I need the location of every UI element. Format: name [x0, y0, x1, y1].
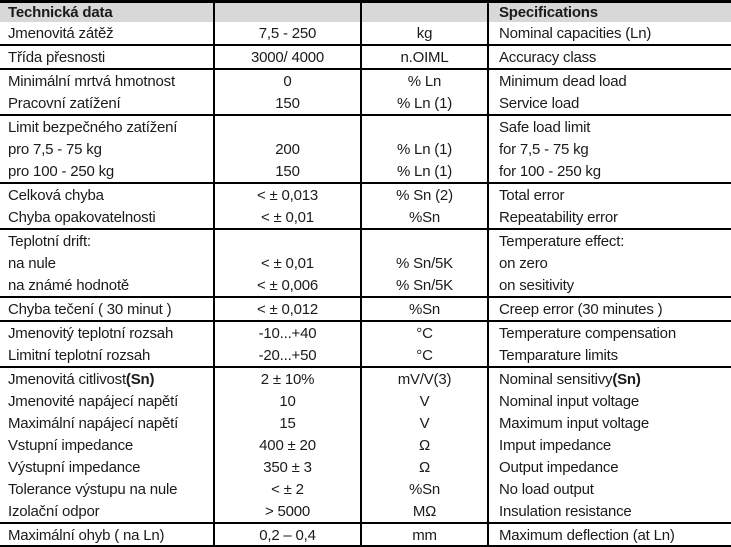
value-cell-text: < ± 0,012: [256, 300, 319, 318]
value-cell: [213, 46, 360, 68]
english-label-cell: [487, 434, 731, 456]
english-label-cell-text: Maximum deflection (at Ln): [499, 526, 675, 544]
czech-label-cell: [0, 524, 213, 546]
czech-label-cell-text: Limit bezpečného zatížení: [8, 118, 178, 136]
english-label-cell: [487, 230, 731, 252]
value-cell: [213, 412, 360, 434]
unit-cell-text: °C: [416, 324, 433, 342]
english-label-cell-text: Insulation resistance: [499, 502, 632, 520]
table-row: [0, 368, 731, 390]
czech-label-cell-text: na známé hodnotě: [8, 276, 130, 294]
czech-label-cell: [0, 46, 213, 68]
czech-label-cell: [0, 500, 213, 522]
value-cell: [213, 390, 360, 412]
value-cell-text: 10: [279, 392, 296, 410]
value-cell-text: < ± 0,01: [261, 254, 314, 272]
value-cell-text: -10...+40: [258, 324, 317, 342]
unit-cell-text: % Ln (1): [396, 140, 453, 158]
czech-label-cell-text: Chyba tečení ( 30 minut ): [8, 300, 172, 318]
value-cell: [213, 434, 360, 456]
czech-label-cell: [0, 412, 213, 434]
table-row: [0, 230, 731, 252]
unit-cell-text: MΩ: [412, 502, 437, 520]
czech-label-cell-text: pro 7,5 - 75 kg: [8, 140, 102, 158]
table-row: [0, 116, 731, 138]
english-label-cell-text: Temparature limits: [499, 346, 618, 364]
table-row: [0, 70, 731, 92]
table-row: [0, 434, 731, 456]
unit-cell: [360, 160, 487, 182]
english-label-cell-text: Output impedance: [499, 458, 619, 476]
unit-cell-text: % Sn/5K: [396, 254, 453, 272]
czech-label-cell: [0, 138, 213, 160]
czech-label-cell: [0, 434, 213, 456]
unit-cell: [360, 274, 487, 296]
value-cell: [213, 92, 360, 114]
english-label-cell: [487, 70, 731, 92]
czech-label-cell: [0, 160, 213, 182]
unit-cell: [360, 116, 487, 138]
unit-cell: [360, 206, 487, 228]
czech-label-cell-text: Minimální mrtvá hmotnost: [8, 72, 175, 90]
value-cell-text: < ± 0,006: [256, 276, 319, 294]
unit-cell-text: %Sn: [408, 480, 441, 498]
english-label-cell: [487, 390, 731, 412]
english-label-cell-text: Temperature effect:: [499, 232, 625, 250]
unit-cell-text: °C: [416, 346, 433, 364]
english-label-cell: [487, 252, 731, 274]
czech-label-cell-text: Jmenovitá zátěž: [8, 24, 114, 42]
value-cell-text: < ± 2: [271, 480, 304, 498]
czech-label-cell: [0, 70, 213, 92]
english-label-cell: [487, 92, 731, 114]
table-row: [0, 456, 731, 478]
value-cell-text: 3000/ 4000: [250, 48, 325, 66]
table-row: [0, 344, 731, 366]
header-english-title: Specifications: [487, 3, 731, 22]
czech-label-cell-text: Limitní teplotní rozsah: [8, 346, 151, 364]
english-label-cell-text: Nominal input voltage: [499, 392, 640, 410]
unit-cell: [360, 322, 487, 344]
table-row: [0, 46, 731, 68]
unit-cell-text: mm: [412, 526, 437, 544]
value-cell-text: 0: [283, 72, 292, 90]
header-value-cell: [213, 3, 360, 22]
value-cell-text: 400 ± 20: [259, 436, 316, 454]
header-czech-title: Technická data: [8, 4, 113, 21]
czech-label-cell: [0, 298, 213, 320]
unit-cell: [360, 368, 487, 390]
english-label-cell-text: Creep error (30 minutes ): [499, 300, 663, 318]
czech-label-cell-text: Výstupní impedance: [8, 458, 141, 476]
czech-label-cell-text: Maximální napájecí napětí: [8, 414, 179, 432]
english-label-cell: [487, 184, 731, 206]
unit-cell-text: kg: [416, 24, 433, 42]
table-row: [0, 160, 731, 182]
czech-label-cell: [0, 456, 213, 478]
unit-cell: [360, 230, 487, 252]
unit-cell: [360, 252, 487, 274]
table-header-row: [0, 3, 731, 22]
table-row: [0, 322, 731, 344]
czech-label-cell: [0, 230, 213, 252]
value-cell: [213, 322, 360, 344]
value-cell: [213, 456, 360, 478]
value-cell-text: -20...+50: [258, 346, 317, 364]
english-label-cell-text: Accuracy class: [499, 48, 597, 66]
czech-label-cell-bold-text: (Sn): [125, 370, 155, 388]
czech-label-cell-text: Teplotní drift:: [8, 232, 91, 250]
table-row: [0, 252, 731, 274]
czech-label-cell-text: Celková chyba: [8, 186, 104, 204]
english-label-cell: [487, 524, 731, 546]
table-row: [0, 22, 731, 44]
english-label-cell-text: Minimum dead load: [499, 72, 627, 90]
table-group: [0, 116, 731, 184]
value-cell: [213, 368, 360, 390]
value-cell: [213, 230, 360, 252]
english-label-cell-text: Service load: [499, 94, 580, 112]
czech-label-cell-text: Jmenovité napájecí napětí: [8, 392, 179, 410]
value-cell: [213, 160, 360, 182]
english-label-cell: [487, 138, 731, 160]
english-label-cell: [487, 500, 731, 522]
english-label-cell: [487, 478, 731, 500]
czech-label-cell: [0, 206, 213, 228]
header-unit-cell: [360, 3, 487, 22]
value-cell: [213, 344, 360, 366]
unit-cell-text: % Ln (1): [396, 162, 453, 180]
table-group: [0, 22, 731, 46]
czech-label-cell: [0, 92, 213, 114]
czech-label-cell: [0, 390, 213, 412]
english-label-cell: [487, 22, 731, 44]
czech-label-cell-text: Vstupní impedance: [8, 436, 134, 454]
value-cell: [213, 206, 360, 228]
unit-cell: [360, 478, 487, 500]
czech-label-cell: [0, 184, 213, 206]
czech-label-cell-text: Jmenovitá citlivost: [8, 370, 126, 388]
english-label-cell-text: on zero: [499, 254, 548, 272]
value-cell: [213, 500, 360, 522]
table-group: [0, 230, 731, 298]
value-cell-text: 200: [275, 140, 300, 158]
czech-label-cell-text: Izolační odpor: [8, 502, 100, 520]
czech-label-cell-text: na nule: [8, 254, 56, 272]
unit-cell: [360, 138, 487, 160]
table-row: [0, 138, 731, 160]
unit-cell: [360, 46, 487, 68]
unit-cell: [360, 500, 487, 522]
czech-label-cell-text: pro 100 - 250 kg: [8, 162, 115, 180]
unit-cell-text: %Sn: [408, 208, 441, 226]
value-cell: [213, 274, 360, 296]
unit-cell-text: Ω: [418, 458, 430, 476]
english-label-cell: [487, 274, 731, 296]
unit-cell-text: % Sn (2): [396, 186, 453, 204]
value-cell: [213, 478, 360, 500]
table-group: [0, 298, 731, 322]
unit-cell: [360, 70, 487, 92]
unit-cell-text: mV/V(3): [397, 370, 452, 388]
unit-cell: [360, 344, 487, 366]
unit-cell-text: % Ln: [407, 72, 442, 90]
value-cell-text: 0,2 – 0,4: [259, 526, 316, 544]
table-row: [0, 184, 731, 206]
unit-cell: [360, 412, 487, 434]
table-row: [0, 478, 731, 500]
english-label-cell: [487, 412, 731, 434]
unit-cell: [360, 434, 487, 456]
table-row: [0, 274, 731, 296]
table-group: [0, 368, 731, 524]
unit-cell: [360, 92, 487, 114]
value-cell-text: > 5000: [264, 502, 311, 520]
unit-cell-text: n.OIML: [400, 48, 449, 66]
value-cell-text: 2 ± 10%: [260, 370, 315, 388]
czech-label-cell-text: Třída přesnosti: [8, 48, 106, 66]
unit-cell: [360, 184, 487, 206]
czech-label-cell: [0, 368, 213, 390]
table-body: [0, 22, 731, 546]
english-label-cell-text: Repeatability error: [499, 208, 618, 226]
table-row: [0, 500, 731, 522]
value-cell: [213, 524, 360, 546]
czech-label-cell: [0, 344, 213, 366]
table-group: [0, 322, 731, 368]
value-cell-text: < ± 0,013: [256, 186, 319, 204]
value-cell-text: 7,5 - 250: [258, 24, 317, 42]
table-row: [0, 206, 731, 228]
english-label-cell-text: Imput impedance: [499, 436, 612, 454]
table-row: [0, 412, 731, 434]
english-label-cell: [487, 160, 731, 182]
unit-cell-text: % Sn/5K: [396, 276, 453, 294]
unit-cell-text: Ω: [418, 436, 430, 454]
unit-cell: [360, 298, 487, 320]
value-cell: [213, 138, 360, 160]
english-label-cell-text: Safe load limit: [499, 118, 591, 136]
table-group: [0, 524, 731, 546]
table-group: [0, 184, 731, 230]
english-label-cell-text: Nominal sensitivy: [499, 370, 613, 388]
czech-label-cell-text: Chyba opakovatelnosti: [8, 208, 156, 226]
value-cell: [213, 298, 360, 320]
unit-cell: [360, 524, 487, 546]
czech-label-cell: [0, 274, 213, 296]
english-label-cell-text: for 100 - 250 kg: [499, 162, 601, 180]
value-cell: [213, 184, 360, 206]
english-label-cell: [487, 368, 731, 390]
english-label-cell: [487, 344, 731, 366]
table-group: [0, 70, 731, 116]
english-label-cell-text: Total error: [499, 186, 565, 204]
table-group: [0, 46, 731, 70]
value-cell-text: 15: [279, 414, 296, 432]
table-row: [0, 298, 731, 320]
unit-cell: [360, 456, 487, 478]
unit-cell-text: % Ln (1): [396, 94, 453, 112]
value-cell-text: 150: [275, 94, 300, 112]
czech-label-cell-text: Jmenovitý teplotní rozsah: [8, 324, 174, 342]
english-label-cell: [487, 298, 731, 320]
unit-cell: [360, 390, 487, 412]
czech-label-cell: [0, 116, 213, 138]
english-label-cell-bold-text: (Sn): [612, 370, 641, 388]
table-row: [0, 390, 731, 412]
czech-label-cell: [0, 322, 213, 344]
english-label-cell-text: for 7,5 - 75 kg: [499, 140, 589, 158]
value-cell-text: 150: [275, 162, 300, 180]
english-label-cell: [487, 46, 731, 68]
english-label-cell-text: No load output: [499, 480, 594, 498]
unit-cell-text: %Sn: [408, 300, 441, 318]
value-cell-text: < ± 0,01: [261, 208, 314, 226]
unit-cell-text: V: [419, 392, 430, 410]
english-label-cell: [487, 206, 731, 228]
english-label-cell-text: Maximum input voltage: [499, 414, 650, 432]
english-label-cell-text: on sesitivity: [499, 276, 574, 294]
value-cell: [213, 116, 360, 138]
table-row: [0, 524, 731, 546]
table-row: [0, 92, 731, 114]
english-label-cell: [487, 456, 731, 478]
value-cell: [213, 70, 360, 92]
czech-label-cell-text: Pracovní zatížení: [8, 94, 121, 112]
value-cell-text: 350 ± 3: [263, 458, 312, 476]
czech-label-cell: [0, 252, 213, 274]
value-cell: [213, 252, 360, 274]
unit-cell: [360, 22, 487, 44]
english-label-cell: [487, 116, 731, 138]
english-label-cell: [487, 322, 731, 344]
czech-label-cell: [0, 478, 213, 500]
english-label-cell-text: Nominal capacities (Ln): [499, 24, 652, 42]
english-label-cell-text: Temperature compensation: [499, 324, 676, 342]
czech-label-cell-text: Maximální ohyb ( na Ln): [8, 526, 165, 544]
czech-label-cell: [0, 22, 213, 44]
unit-cell-text: V: [419, 414, 430, 432]
value-cell: [213, 22, 360, 44]
czech-label-cell-text: Tolerance výstupu na nule: [8, 480, 178, 498]
